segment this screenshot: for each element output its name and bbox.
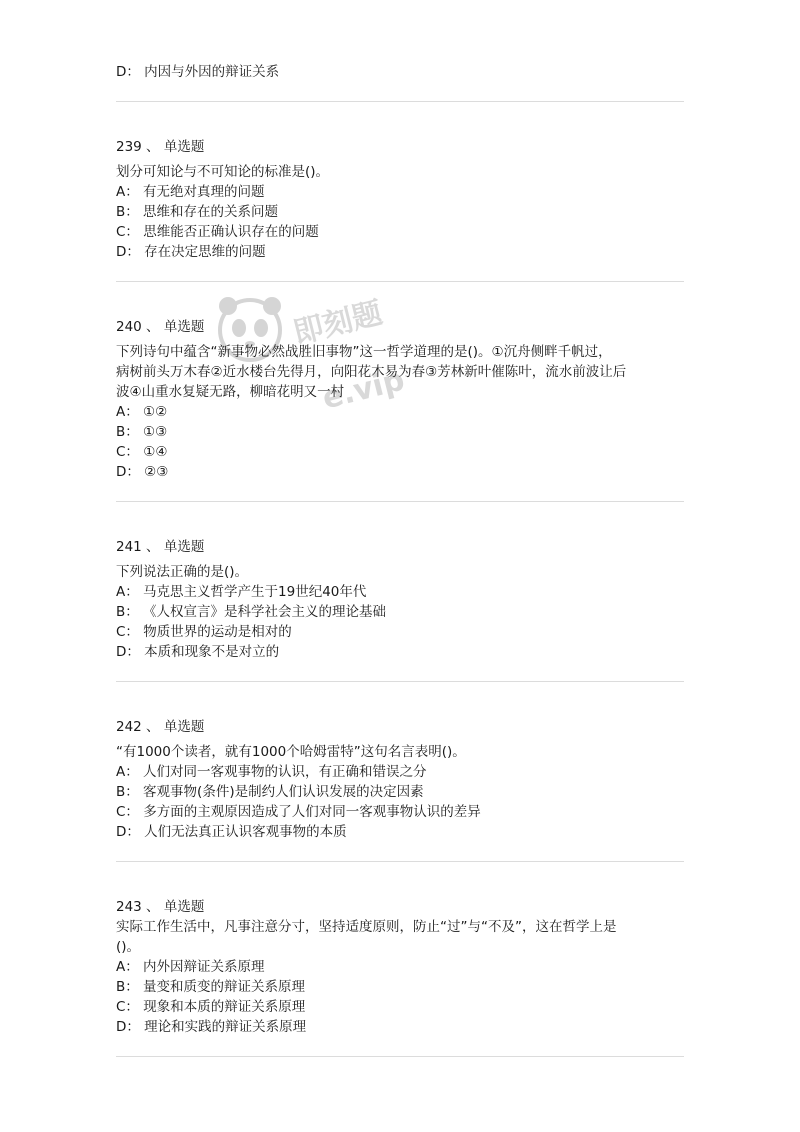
divider	[116, 281, 684, 282]
option-a-241: A： 马克思主义哲学产生于19世纪40年代	[116, 584, 367, 600]
option-b-240: B： ①③	[116, 424, 168, 440]
option-a-239: A： 有无绝对真理的问题	[116, 184, 265, 200]
option-b-243: B： 量变和质变的辩证关系原理	[116, 979, 306, 995]
question-header-242: 242 、 单选题	[116, 719, 205, 735]
option-d-239: D： 存在决定思维的问题	[116, 244, 266, 260]
watermark-text-main: 即刻题	[289, 295, 386, 352]
question-stem-240-line3: 波④山重水复疑无路，柳暗花明又一村	[116, 384, 345, 400]
question-stem-242: “有1000个读者，就有1000个哈姆雷特”这句名言表明()。	[116, 744, 466, 760]
option-a-240: A： ①②	[116, 404, 168, 420]
option-a-243: A： 内外因辩证关系原理	[116, 959, 265, 975]
question-stem-239: 划分可知论与不可知论的标准是()。	[116, 164, 330, 180]
question-stem-241: 下列说法正确的是()。	[116, 564, 249, 580]
option-b-242: B： 客观事物(条件)是制约人们认识发展的决定因素	[116, 784, 424, 800]
option-c-240: C： ①④	[116, 444, 168, 460]
option-d-previous: D： 内因与外因的辩证关系	[116, 64, 280, 80]
option-d-240: D： ②③	[116, 464, 169, 480]
question-stem-240-line1: 下列诗句中蕴含“新事物必然战胜旧事物”这一哲学道理的是()。①沉舟侧畔千帆过，	[116, 344, 612, 360]
divider	[116, 101, 684, 102]
question-header-241: 241 、 单选题	[116, 539, 205, 555]
option-b-239: B： 思维和存在的关系问题	[116, 204, 279, 220]
watermark-text-sub: e.vip	[319, 362, 409, 417]
option-b-241: B： 《人权宣言》是科学社会主义的理论基础	[116, 604, 387, 620]
question-stem-243-line2: ()。	[116, 939, 141, 955]
option-d-243: D： 理论和实践的辩证关系原理	[116, 1019, 307, 1035]
question-header-243: 243 、 单选题	[116, 899, 205, 915]
option-a-242: A： 人们对同一客观事物的认识，有正确和错误之分	[116, 764, 427, 780]
question-header-240: 240 、 单选题	[116, 319, 205, 335]
divider	[116, 861, 684, 862]
option-d-242: D： 人们无法真正认识客观事物的本质	[116, 824, 347, 840]
option-c-242: C： 多方面的主观原因造成了人们对同一客观事物认识的差异	[116, 804, 481, 820]
divider	[116, 681, 684, 682]
option-c-239: C： 思维能否正确认识存在的问题	[116, 224, 319, 240]
option-d-241: D： 本质和现象不是对立的	[116, 644, 280, 660]
option-c-243: C： 现象和本质的辩证关系原理	[116, 999, 306, 1015]
divider	[116, 501, 684, 502]
divider	[116, 1056, 684, 1057]
option-c-241: C： 物质世界的运动是相对的	[116, 624, 292, 640]
question-header-239: 239 、 单选题	[116, 139, 205, 155]
question-stem-240-line2: 病树前头万木春②近水楼台先得月，向阳花木易为春③芳林新叶催陈叶，流水前波让后	[116, 364, 627, 380]
question-stem-243-line1: 实际工作生活中，凡事注意分寸，坚持适度原则，防止“过”与“不及”，这在哲学上是	[116, 919, 617, 935]
